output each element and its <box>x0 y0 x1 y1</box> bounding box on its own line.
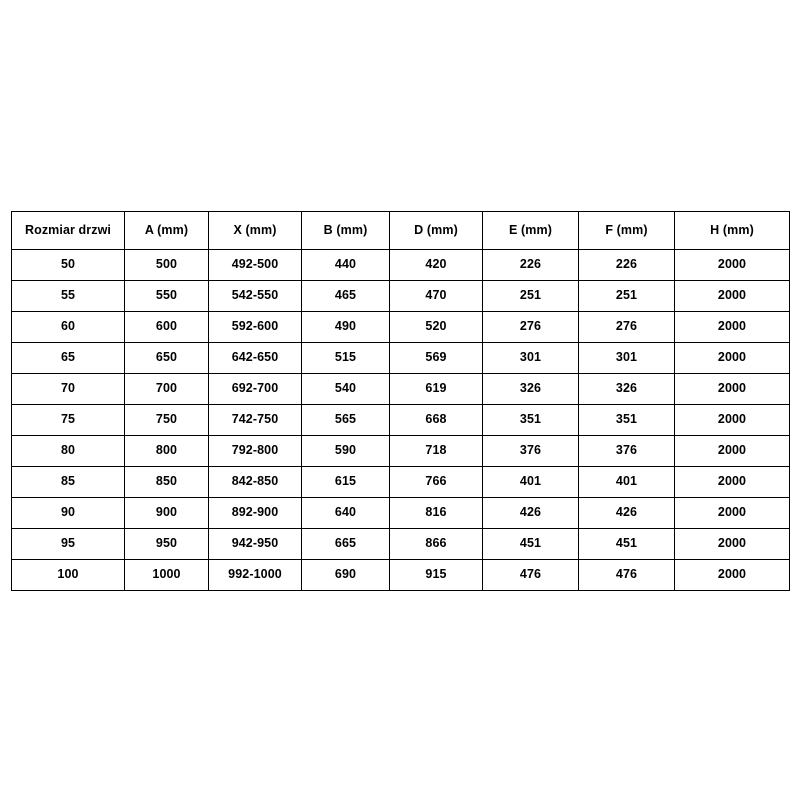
table-header <box>12 212 790 250</box>
table-row <box>12 405 790 436</box>
column-header-h: H (mm) <box>675 212 790 250</box>
cell-rozmiar-drzwi: 80 <box>12 436 125 467</box>
cell-a: 700 <box>125 374 209 405</box>
cell-f: 426 <box>579 498 675 529</box>
cell-h: 2000 <box>675 560 790 591</box>
cell-a: 900 <box>125 498 209 529</box>
cell-b: 440 <box>302 250 390 281</box>
cell-b: 615 <box>302 467 390 498</box>
column-header-rozmiar-drzwi: Rozmiar drzwi <box>12 212 125 250</box>
cell-x: 892-900 <box>209 498 302 529</box>
table-header-row <box>12 212 790 250</box>
size-table-container <box>11 211 789 591</box>
cell-a: 1000 <box>125 560 209 591</box>
cell-rozmiar-drzwi: 65 <box>12 343 125 374</box>
cell-rozmiar-drzwi: 85 <box>12 467 125 498</box>
column-header-d: D (mm) <box>390 212 483 250</box>
cell-f: 226 <box>579 250 675 281</box>
cell-a: 750 <box>125 405 209 436</box>
cell-x: 642-650 <box>209 343 302 374</box>
cell-d: 470 <box>390 281 483 312</box>
table-row <box>12 250 790 281</box>
cell-d: 915 <box>390 560 483 591</box>
cell-h: 2000 <box>675 374 790 405</box>
cell-h: 2000 <box>675 250 790 281</box>
table-row <box>12 312 790 343</box>
cell-d: 520 <box>390 312 483 343</box>
cell-b: 465 <box>302 281 390 312</box>
cell-a: 950 <box>125 529 209 560</box>
cell-x: 542-550 <box>209 281 302 312</box>
cell-h: 2000 <box>675 281 790 312</box>
table-row <box>12 343 790 374</box>
cell-h: 2000 <box>675 436 790 467</box>
column-header-e: E (mm) <box>483 212 579 250</box>
cell-x: 792-800 <box>209 436 302 467</box>
cell-a: 650 <box>125 343 209 374</box>
cell-a: 600 <box>125 312 209 343</box>
table-row <box>12 498 790 529</box>
cell-x: 742-750 <box>209 405 302 436</box>
cell-a: 850 <box>125 467 209 498</box>
cell-d: 668 <box>390 405 483 436</box>
cell-rozmiar-drzwi: 95 <box>12 529 125 560</box>
table-body <box>12 250 790 591</box>
cell-d: 866 <box>390 529 483 560</box>
cell-f: 376 <box>579 436 675 467</box>
cell-f: 476 <box>579 560 675 591</box>
table-row <box>12 529 790 560</box>
table-row <box>12 374 790 405</box>
cell-b: 540 <box>302 374 390 405</box>
cell-h: 2000 <box>675 405 790 436</box>
cell-a: 550 <box>125 281 209 312</box>
cell-b: 690 <box>302 560 390 591</box>
cell-rozmiar-drzwi: 55 <box>12 281 125 312</box>
cell-f: 251 <box>579 281 675 312</box>
cell-rozmiar-drzwi: 60 <box>12 312 125 343</box>
table-row <box>12 467 790 498</box>
cell-x: 992-1000 <box>209 560 302 591</box>
column-header-a: A (mm) <box>125 212 209 250</box>
cell-b: 665 <box>302 529 390 560</box>
cell-e: 451 <box>483 529 579 560</box>
column-header-x: X (mm) <box>209 212 302 250</box>
cell-h: 2000 <box>675 343 790 374</box>
table-row <box>12 436 790 467</box>
cell-d: 569 <box>390 343 483 374</box>
table-row <box>12 560 790 591</box>
cell-e: 276 <box>483 312 579 343</box>
cell-e: 376 <box>483 436 579 467</box>
cell-e: 476 <box>483 560 579 591</box>
cell-e: 401 <box>483 467 579 498</box>
cell-h: 2000 <box>675 312 790 343</box>
cell-x: 492-500 <box>209 250 302 281</box>
cell-h: 2000 <box>675 529 790 560</box>
cell-rozmiar-drzwi: 50 <box>12 250 125 281</box>
cell-d: 619 <box>390 374 483 405</box>
cell-x: 692-700 <box>209 374 302 405</box>
cell-b: 565 <box>302 405 390 436</box>
cell-rozmiar-drzwi: 75 <box>12 405 125 436</box>
cell-rozmiar-drzwi: 70 <box>12 374 125 405</box>
door-size-table <box>11 211 790 591</box>
cell-b: 490 <box>302 312 390 343</box>
cell-e: 251 <box>483 281 579 312</box>
cell-rozmiar-drzwi: 90 <box>12 498 125 529</box>
cell-f: 276 <box>579 312 675 343</box>
cell-e: 351 <box>483 405 579 436</box>
cell-a: 800 <box>125 436 209 467</box>
cell-x: 592-600 <box>209 312 302 343</box>
cell-a: 500 <box>125 250 209 281</box>
cell-b: 515 <box>302 343 390 374</box>
column-header-b: B (mm) <box>302 212 390 250</box>
cell-x: 942-950 <box>209 529 302 560</box>
cell-b: 640 <box>302 498 390 529</box>
cell-f: 451 <box>579 529 675 560</box>
cell-e: 301 <box>483 343 579 374</box>
cell-f: 326 <box>579 374 675 405</box>
cell-f: 351 <box>579 405 675 436</box>
cell-d: 766 <box>390 467 483 498</box>
cell-f: 401 <box>579 467 675 498</box>
cell-h: 2000 <box>675 467 790 498</box>
cell-d: 816 <box>390 498 483 529</box>
cell-e: 226 <box>483 250 579 281</box>
cell-e: 426 <box>483 498 579 529</box>
cell-b: 590 <box>302 436 390 467</box>
cell-h: 2000 <box>675 498 790 529</box>
cell-e: 326 <box>483 374 579 405</box>
cell-rozmiar-drzwi: 100 <box>12 560 125 591</box>
cell-d: 420 <box>390 250 483 281</box>
column-header-f: F (mm) <box>579 212 675 250</box>
cell-f: 301 <box>579 343 675 374</box>
table-row <box>12 281 790 312</box>
cell-d: 718 <box>390 436 483 467</box>
cell-x: 842-850 <box>209 467 302 498</box>
